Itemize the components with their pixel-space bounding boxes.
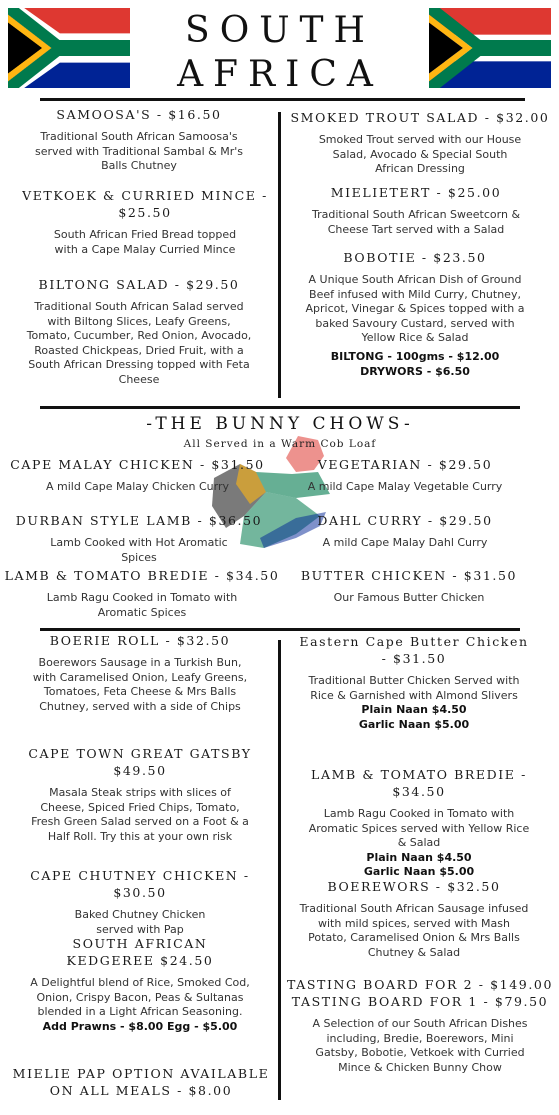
- page-title-line1: SOUTH: [185, 10, 375, 51]
- item-name: LAMB & TOMATO BREDIE - $34.50: [311, 767, 527, 799]
- item-name: Eastern Cape Butter Chicken - $31.50: [299, 634, 529, 666]
- menu-item-dahl-curry: [280, 512, 530, 551]
- menu-item-cape-malay-chicken: [10, 456, 265, 495]
- menu-item-boerewors: [294, 878, 534, 960]
- item-description: Baked Chutney Chicken served with Pap: [74, 908, 206, 936]
- item-description: Traditional South African Samoosa's served with Traditional Sambal & Mr's Balls Chutney: [35, 130, 243, 173]
- item-name: TASTING BOARD FOR 2 - $149.00: [286, 977, 554, 992]
- item-name: BOBOTIE - $23.50: [343, 250, 487, 265]
- garlic-naan-price: Garlic Naan $5.00: [363, 865, 475, 879]
- section-subtitle: All Served in a Warm Cob Loaf: [183, 438, 377, 450]
- item-description: Traditional South African Sausage infused with mild spices, served with Mash Potato, Caramelised Onion & Mrs Balls Chutney & Salad: [299, 902, 529, 959]
- item-description: A mild Cape Malay Chicken Curry: [45, 480, 229, 493]
- item-name: BOERIE ROLL - $32.50: [49, 633, 231, 648]
- bunny-bottom-divider: [40, 628, 520, 631]
- item-name: DAHL CURRY - $29.50: [317, 513, 493, 528]
- plain-naan-price: Plain Naan $4.50: [361, 703, 467, 717]
- menu-item-smoked-trout-salad: [284, 109, 556, 177]
- item-name: MIELIETERT - $25.00: [330, 185, 502, 200]
- menu-item-vetkoek: [14, 187, 276, 257]
- menu-item-biltong-salad: [14, 276, 264, 388]
- menu-item-cape-chutney-chicken: [2, 867, 278, 937]
- menu-item-bobotie: [290, 249, 540, 379]
- item-description: Boerewors Sausage in a Turkish Bun, with Caramelised Onion, Leafy Greens, Tomatoes, Feta Cheese & Mrs Balls Chutney, served with a side of Chips: [32, 656, 248, 713]
- item-description: Masala Steak strips with slices of Cheese, Spiced Fried Chips, Tomato, Fresh Green Salad served on a Foot & a Half Roll. Try this at your own risk: [31, 786, 249, 843]
- item-name: SOUTH AFRICAN KEDGEREE $24.50: [66, 936, 214, 968]
- starters-column-divider: [278, 112, 281, 398]
- item-description: South African Fried Bread topped with a Cape Malay Curried Mince: [53, 228, 237, 256]
- item-name: CAPE TOWN GREAT GATSBY $49.50: [28, 746, 252, 778]
- menu-item-tasting-board: [282, 976, 558, 1075]
- item-description: Our Famous Butter Chicken: [333, 591, 485, 604]
- pap-note-text: MIELIE PAP OPTION AVAILABLE ON ALL MEALS - $8.00: [12, 1066, 270, 1098]
- menu-item-boerie-roll: [20, 632, 260, 714]
- item-name: SAMOOSA'S - $16.50: [56, 107, 222, 122]
- item-description: Traditional South African Sweetcorn & Cheese Tart served with a Salad: [311, 208, 521, 236]
- south-africa-flag-left-icon: [8, 8, 130, 88]
- menu-item-vegetarian: [280, 456, 530, 495]
- item-name-secondary: TASTING BOARD FOR 1 - $79.50: [291, 994, 549, 1009]
- item-name: VEGETARIAN - $29.50: [317, 457, 493, 472]
- item-name: VETKOEK & CURRIED MINCE - $25.50: [22, 188, 268, 220]
- bunny-top-divider: [40, 406, 520, 409]
- item-description: A mild Cape Malay Vegetable Curry: [307, 480, 503, 493]
- item-description: Lamb Ragu Cooked in Tomato with Aromatic Spices served with Yellow Rice & Salad: [308, 807, 530, 850]
- item-description: Lamb Cooked with Hot Aromatic Spices: [50, 536, 228, 564]
- item-description: Lamb Ragu Cooked in Tomato with Aromatic Spices: [46, 591, 238, 619]
- item-name: CAPE CHUTNEY CHICKEN - $30.50: [30, 868, 250, 900]
- mielie-pap-note: [6, 1065, 276, 1099]
- south-africa-flag-right-icon: [429, 8, 551, 88]
- section-title: -THE BUNNY CHOWS-: [146, 414, 414, 434]
- mains-column-divider: [278, 640, 281, 1100]
- item-name: BUTTER CHICKEN - $31.50: [300, 568, 518, 583]
- drywors-price: DRYWORS - $6.50: [360, 364, 470, 378]
- menu-item-south-african-kedgeree: [20, 935, 260, 1034]
- menu-item-butter-chicken-bunny: [284, 567, 534, 606]
- top-divider: [40, 98, 525, 101]
- plain-naan-price: Plain Naan $4.50: [366, 850, 472, 864]
- item-description: Traditional Butter Chicken Served with Rice & Garnished with Almond Slivers: [308, 674, 520, 702]
- item-description: A mild Cape Malay Dahl Curry: [322, 536, 488, 549]
- bunny-chows-header: [40, 414, 520, 450]
- item-description: Traditional South African Salad served with Biltong Slices, Leafy Greens, Tomato, Cucumber, Red Onion, Avocado, Roasted Chickpeas, Dried Fruit, with a South African Dressing topped with Feta Cheese: [26, 300, 252, 386]
- item-name: BILTONG SALAD - $29.50: [38, 277, 240, 292]
- kedgeree-extras: Add Prawns - $8.00 Egg - $5.00: [42, 1019, 238, 1033]
- menu-item-samoosas: [14, 106, 264, 174]
- garlic-naan-price: Garlic Naan $5.00: [358, 717, 470, 731]
- menu-item-durban-style-lamb: [14, 512, 264, 565]
- item-description: Smoked Trout served with our House Salad, Avocado & Special South African Dressing: [318, 133, 522, 176]
- menu-item-mielietert: [284, 184, 548, 237]
- item-name: DURBAN STYLE LAMB - $36.50: [15, 513, 263, 528]
- biltong-price: BILTONG - 100gms - $12.00: [330, 349, 500, 363]
- menu-item-lamb-tomato-bredie-bunny: [4, 567, 280, 620]
- item-description: A Selection of our South African Dishes including, Bredie, Boerewors, Mini Gatsby, Bobotie, Vetkoek with Curried Mince & Chicken Bunny Chow: [312, 1017, 528, 1074]
- menu-item-eastern-cape-butter-chicken: [294, 633, 534, 732]
- item-description: A Delightful blend of Rice, Smoked Cod, Onion, Crispy Bacon, Peas & Sultanas blended in a Light African Seasoning.: [30, 976, 250, 1019]
- page-title-line2: AFRICA: [177, 54, 383, 95]
- item-name: BOEREWORS - $32.50: [327, 879, 501, 894]
- item-name: SMOKED TROUT SALAD - $32.00: [290, 110, 550, 125]
- item-description: A Unique South African Dish of Ground Beef infused with Mild Curry, Chutney, Apricot, Vinegar & Spices topped with a baked Savoury Custard, served with Yellow Rice & Salad: [305, 273, 525, 345]
- item-name: LAMB & TOMATO BREDIE - $34.50: [4, 568, 280, 583]
- menu-item-cape-town-great-gatsby: [14, 745, 266, 844]
- item-name: CAPE MALAY CHICKEN - $31.50: [10, 457, 265, 472]
- menu-item-lamb-tomato-bredie-main: [282, 766, 556, 880]
